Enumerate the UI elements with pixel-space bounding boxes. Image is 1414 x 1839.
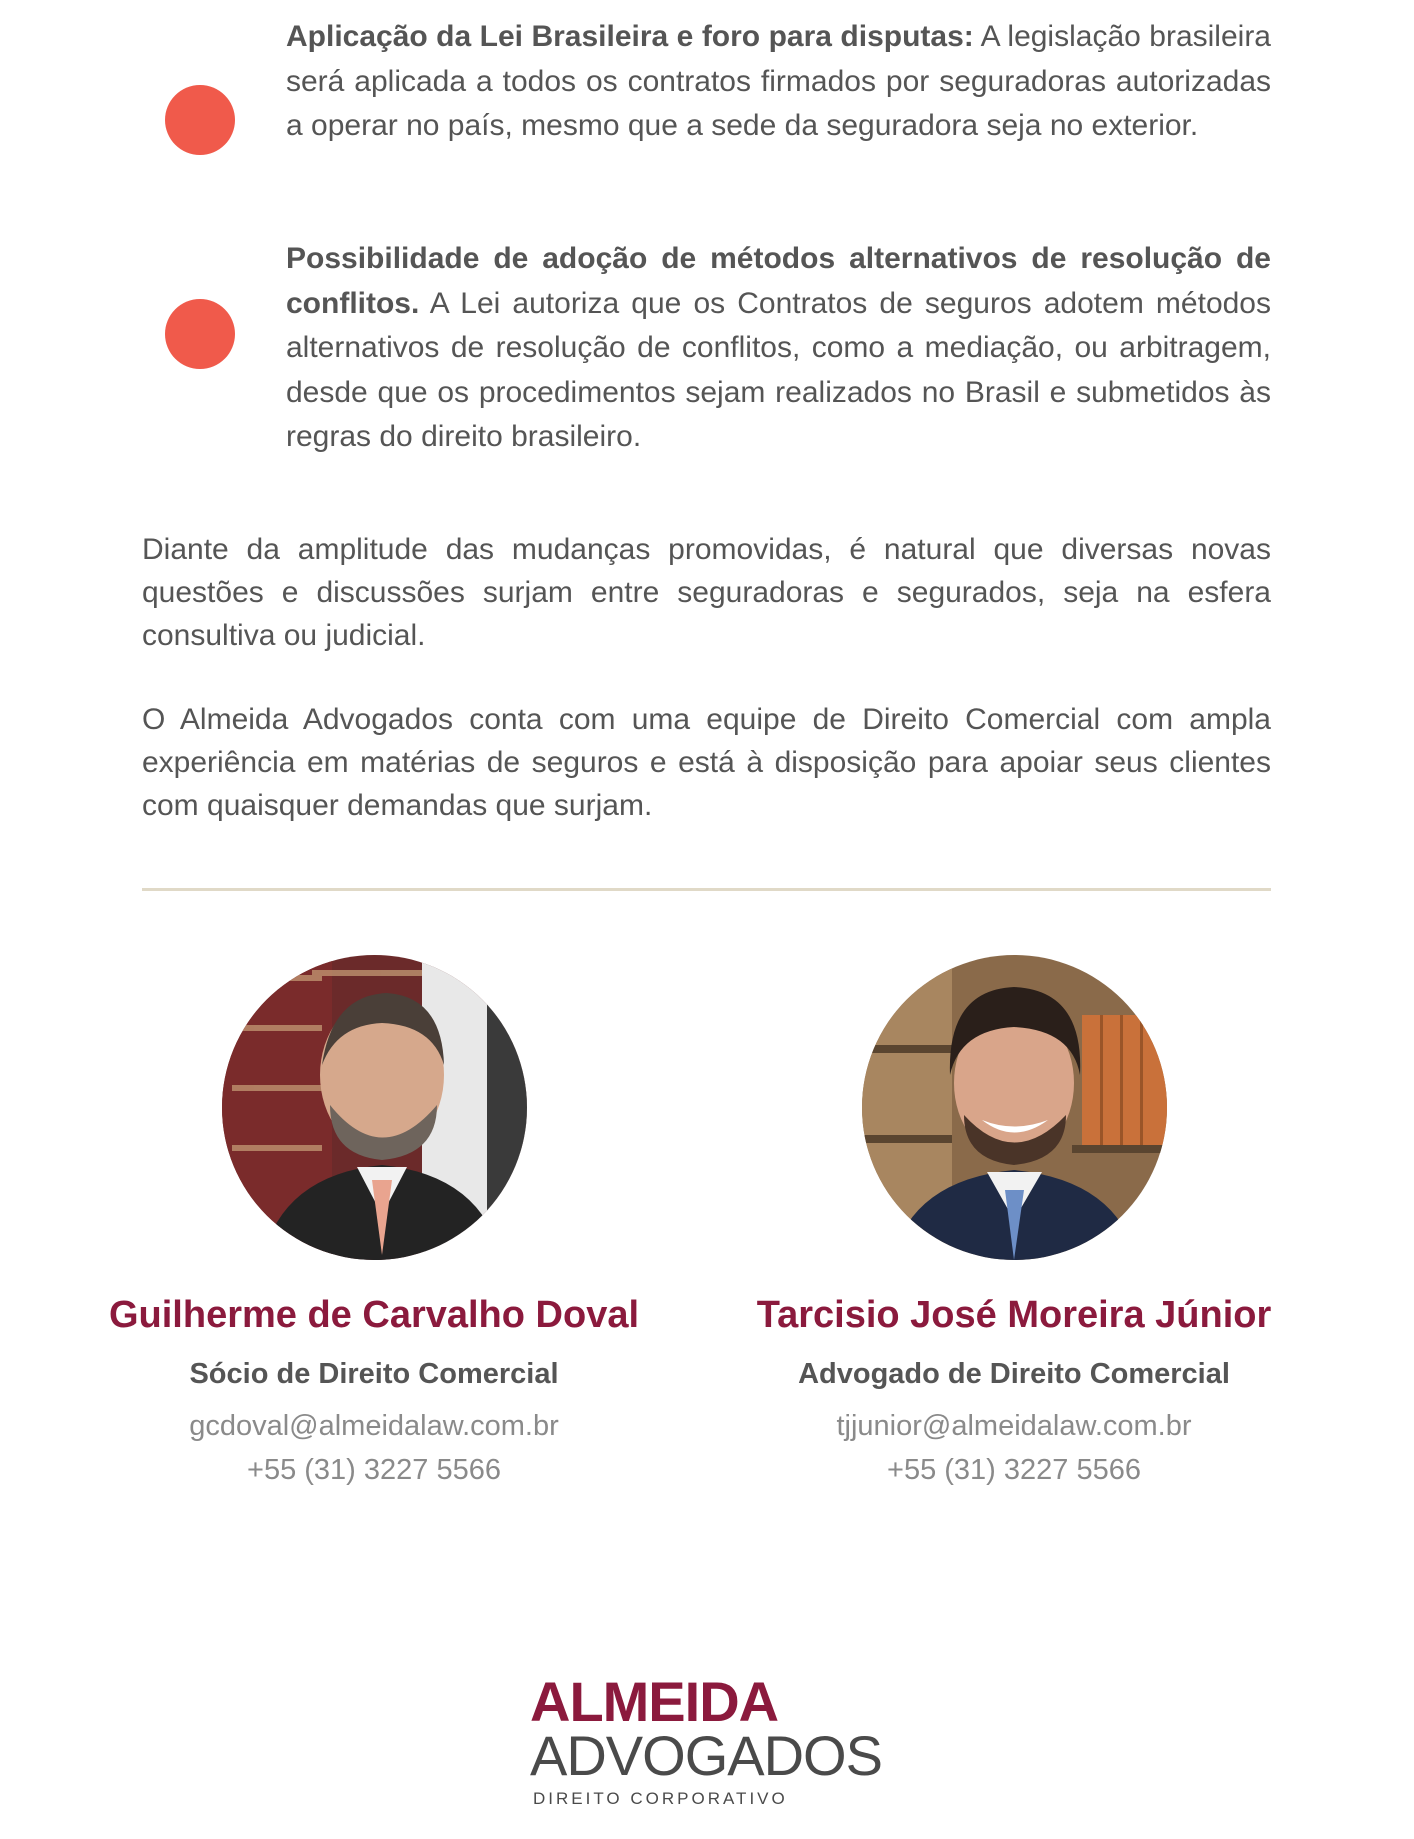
avatar-photo xyxy=(862,955,1167,1260)
avatar-photo xyxy=(222,955,527,1260)
paragraph-mudancas: Diante da amplitude das mudanças promovidas, é natural que diversas novas questões e discussões surjam entre seguradoras e segurados, seja na esfera consultiva ou judicial. xyxy=(142,533,1271,652)
paragraph-equipe: O Almeida Advogados conta com uma equipe de Direito Comercial com ampla experiência em matérias de seguros e está à disposição para apoiar seus clientes com quaisquer demandas que surjam. xyxy=(142,703,1271,822)
person-phone: +55 (31) 3227 5566 xyxy=(887,1454,1141,1486)
person-phone: +55 (31) 3227 5566 xyxy=(247,1454,501,1486)
person-email-link[interactable]: tjjunior@almeidalaw.com.br xyxy=(836,1410,1192,1442)
bullet-dot-icon xyxy=(165,299,235,369)
person-role: Sócio de Direito Comercial xyxy=(189,1358,559,1390)
contact-card-tarcisio xyxy=(684,955,1344,1492)
bullet-text xyxy=(286,237,1271,460)
person-name: Tarcisio José Moreira Júnior xyxy=(756,1294,1272,1336)
logo-line-almeida: ALMEIDA xyxy=(530,1670,779,1733)
bullet-text xyxy=(286,15,1271,149)
bullet-heading: Aplicação da Lei Brasileira e foro para disputas: xyxy=(286,20,974,53)
person-name: Guilherme de Carvalho Doval xyxy=(108,1294,640,1336)
logo-tagline: DIREITO CORPORATIVO xyxy=(533,1789,788,1808)
person-email-link[interactable]: gcdoval@almeidalaw.com.br xyxy=(189,1410,559,1442)
person-role: Advogado de Direito Comercial xyxy=(798,1358,1230,1390)
bullet-body: A legislação brasileira será aplicada a todos os contratos firmados por seguradoras autorizadas a operar no país, mesmo que a sede da seguradora seja no exterior. xyxy=(286,20,1271,142)
company-logo xyxy=(530,1670,890,1809)
bullet-heading: Possibilidade de adoção de métodos alternativos de resolução de conflitos. xyxy=(286,242,1271,320)
section-divider xyxy=(142,888,1271,891)
contact-card-guilherme xyxy=(44,955,704,1492)
bullet-dot-icon xyxy=(165,85,235,155)
bullet-body: A Lei autoriza que os Contratos de seguros adotem métodos alternativos de resolução de conflitos, como a mediação, ou arbitragem, desde que os procedimentos sejam realizados no Brasil e submetidos às regras do direito brasileiro. xyxy=(286,286,1271,453)
logo-line-advogados: ADVOGADOS xyxy=(530,1724,882,1787)
